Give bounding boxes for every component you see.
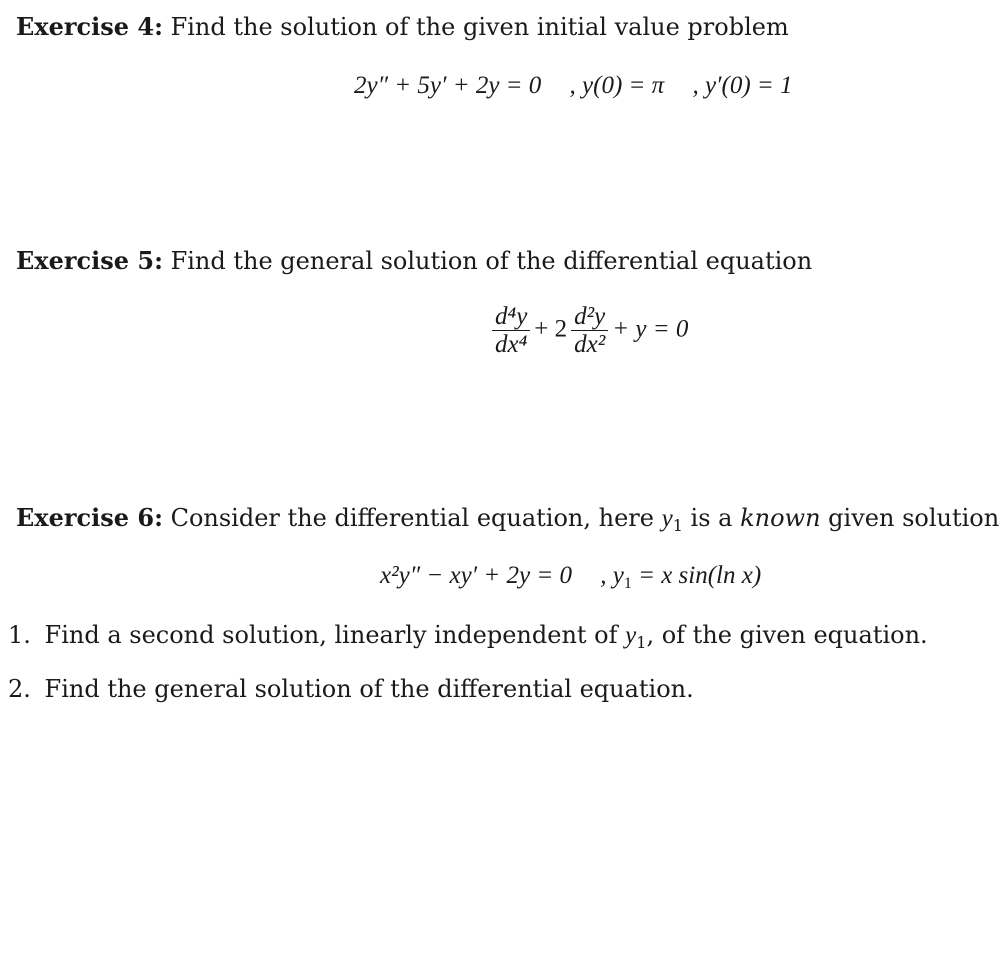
exercise-6-condition-prefix: , y: [600, 562, 624, 589]
item-2-number: 2.: [8, 675, 31, 703]
exercise-5-label: Exercise 5:: [16, 246, 163, 275]
exercise-6-text-is-a: is a: [682, 504, 741, 532]
fraction-1-numerator: d⁴y: [492, 305, 530, 331]
exercise-4-equation-line: [354, 72, 793, 100]
exercise-6-condition-value: = x sin(ln x): [631, 562, 762, 589]
item-1-var: y: [625, 622, 637, 649]
item-1-sub: 1: [636, 633, 647, 652]
exercise-6-heading: [16, 503, 999, 535]
exercise-6-y1-sub: 1: [672, 516, 683, 535]
item-1-text-before: Find a second solution, linearly independent of: [44, 621, 626, 649]
fraction-d2y-dx2: [571, 305, 608, 357]
exercise-6-condition-sub: 1: [623, 575, 632, 592]
fraction-2-numerator: d²y: [571, 305, 608, 331]
exercise-6-item-1: [8, 621, 928, 652]
exercise-6-known: known: [740, 504, 821, 532]
exercise-4-initial-condition-2: , y′(0) = 1: [692, 72, 793, 99]
exercise-6-text-before: Consider the differential equation, here: [170, 504, 662, 532]
plus-two-coefficient: + 2: [534, 315, 568, 343]
exercise-4-initial-condition-1: , y(0) = π: [569, 72, 665, 99]
exercise-6-text-after: given solution: [820, 504, 1000, 532]
exercise-5-equation-rest: + y = 0: [612, 315, 689, 343]
exercise-5-text: Find the general solution of the differential equation: [170, 247, 813, 275]
fraction-d4y-dx4: [492, 305, 530, 357]
exercise-4-equation: 2y″ + 5y′ + 2y = 0: [354, 72, 542, 99]
item-1-text-after: , of the given equation.: [646, 621, 928, 649]
exercise-4-heading: [16, 12, 789, 41]
exercise-6-y1-var: y: [661, 505, 673, 532]
exercise-6-equation: x²y″ − xy′ + 2y = 0: [380, 562, 572, 589]
exercise-6-label: Exercise 6:: [16, 503, 163, 532]
exercise-6-equation-line: [380, 562, 761, 593]
exercise-4-label: Exercise 4:: [16, 12, 163, 41]
item-2-text: Find the general solution of the differential equation.: [44, 675, 694, 703]
exercise-4-text: Find the solution of the given initial value problem: [170, 13, 789, 41]
exercise-5-heading: [16, 246, 812, 275]
exercise-6-item-2: [8, 675, 694, 703]
fraction-1-denominator: dx⁴: [495, 331, 528, 358]
exercise-5-equation: [488, 305, 688, 357]
item-1-number: 1.: [8, 621, 31, 649]
fraction-2-denominator: dx²: [574, 331, 606, 358]
